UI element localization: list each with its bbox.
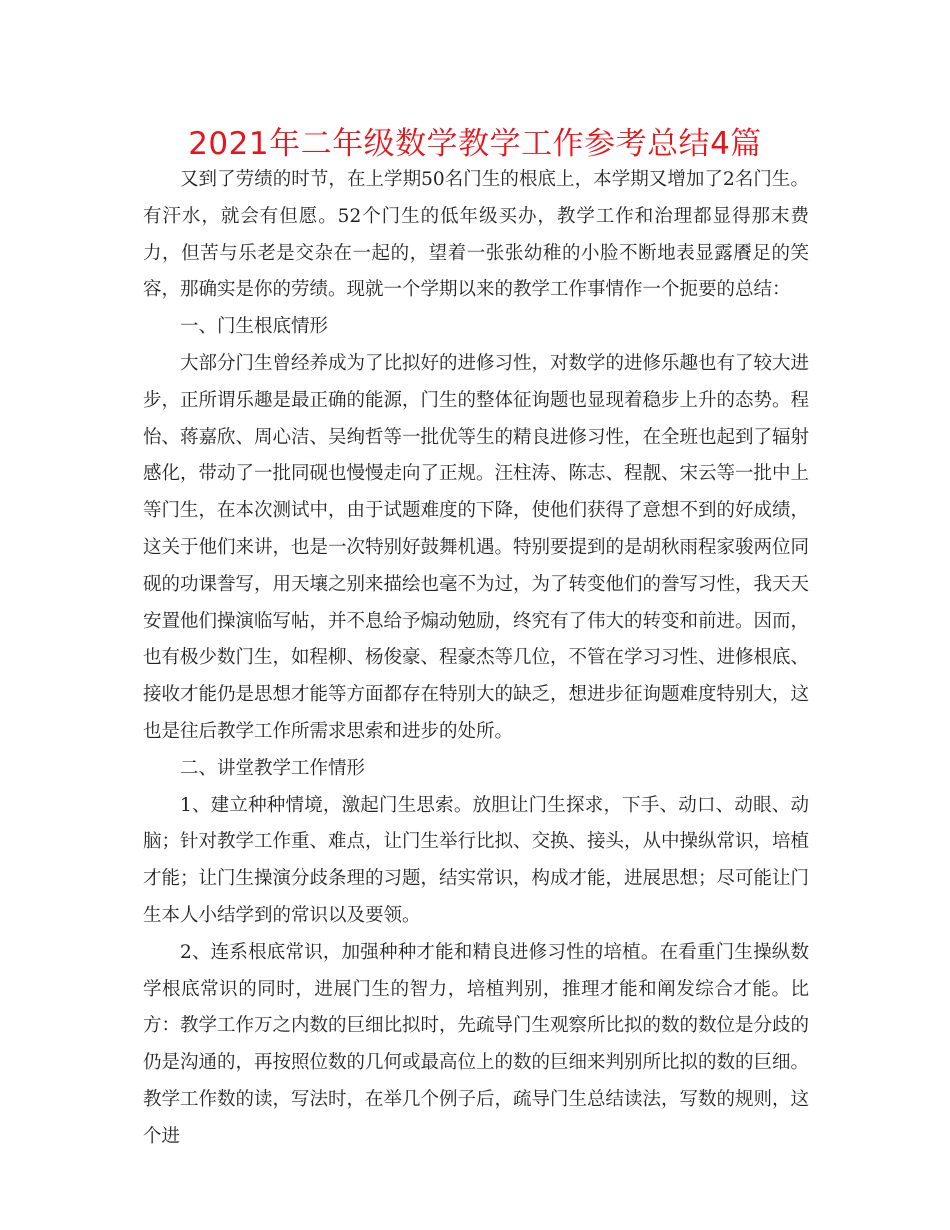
- paragraph-point-1: 1、建立种种情境，激起门生思索。放胆让门生探求，下手、动口、动眼、动脑；针对教学工作重、难点，让门生举行比拟、交换、接头，从中操纵常识，培植才能；让门生操演分歧条理的习题，结实常识，构成才能，进展思想；尽可能让门生本人小结学到的常识以及要领。: [143, 794, 810, 926]
- paragraph-student-situation: 大部分门生曾经养成为了比拟好的进修习性，对数学的进修乐趣也有了较大进步，正所谓乐趣是最正确的能源，门生的整体征询题也显现着稳步上升的态势。程怡、蒋嘉欣、周心洁、吴绚哲等一批优等生的精良进修习性，在全班也起到了辐射感化，带动了一批同砚也慢慢走向了正规。汪柱涛、陈志、程靓、宋云等一批中上等门生，在本次测试中，由于试题难度的下降，使他们获得了意想不到的好成绩，这关于他们来讲，也是一次特别好鼓舞机遇。特别要提到的是胡秋雨程家骏两位同砚的功课誊写，用天壤之别来描绘也毫不为过，为了转变他们的誊写习性，我天天安置他们操演临写帖，并不息给予煽动勉励，终究有了伟大的转变和前进。因而，也有极少数门生，如程柳、杨俊豪、程豪杰等几位，不管在学习习性、进修根底、接收才能仍是思想才能等方面都存在特别大的缺乏，想进步征询题难度特别大，这也是往后教学工作所需求思索和进步的处所。: [143, 352, 810, 742]
- section-heading-1: 一、门生根底情形: [180, 316, 329, 338]
- paragraph-point-2: 2、连系根底常识，加强种种才能和精良进修习性的培植。在看重门生操纵数学根底常识的同时，进展门生的智力，培植判别，推理才能和阐发综合才能。比方：教学工作万之内数的巨细比拟时，先疏导门生观察所比拟的数的数位是分歧的仍是沟通的，再按照位数的几何或最高位上的数的巨细来判别所比拟的数的巨细。教学工作数的读，写法时，在举几个例子后，疏导门生总结读法，写数的规则，这个进: [143, 941, 810, 1147]
- document-title: 2021年二年级数学教学工作参考总结4篇: [188, 126, 762, 162]
- paragraph-intro: 又到了劳绩的时节，在上学期50名门生的根底上，本学期又增加了2名门生。有汗水，就会有但愿。52个门生的低年级买办，教学工作和治理都显得那末费力，但苦与乐老是交杂在一起的，望着一张张幼稚的小脸不断地表显露餍足的笑容，那确实是你的劳绩。现就一个学期以来的教学工作事情作一个扼要的总结：: [143, 169, 809, 301]
- document-body: [143, 162, 809, 1156]
- section-heading-2: 二、讲堂教学工作情形: [180, 757, 366, 779]
